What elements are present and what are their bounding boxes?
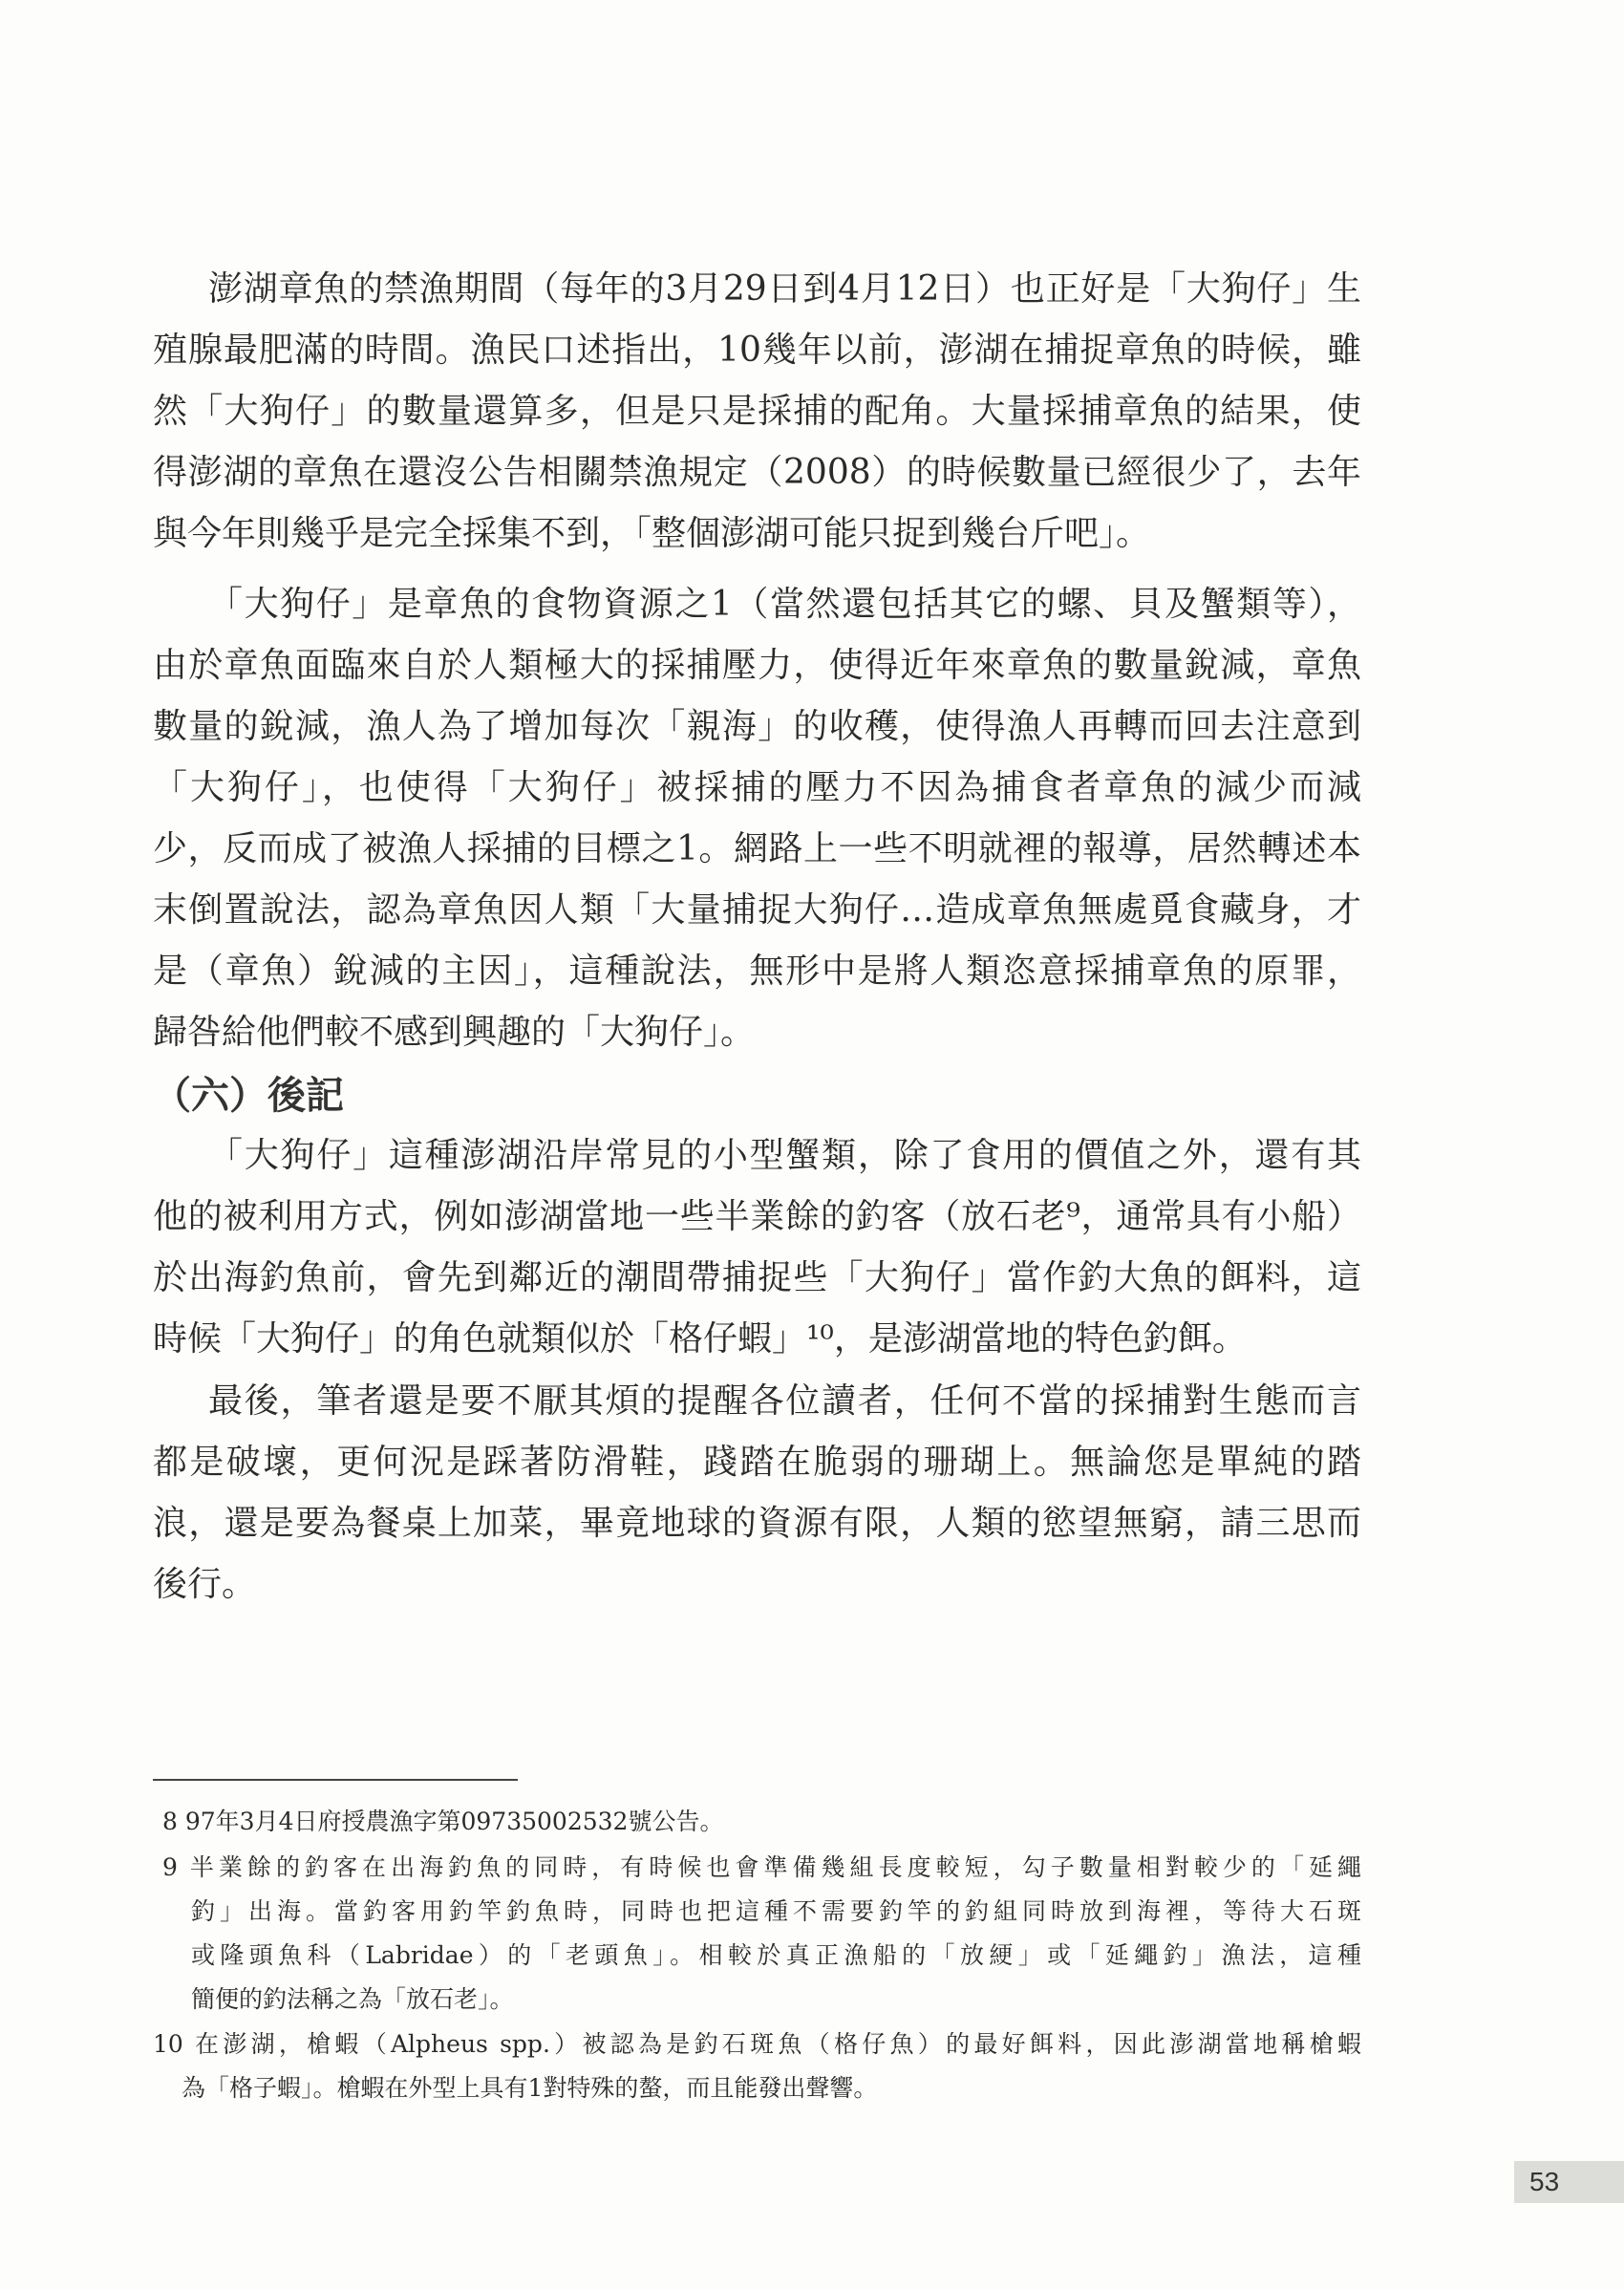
footnote-line: 9 半業餘的釣客在出海釣魚的同時，有時候也會準備幾組長度較短，勾子數量相對較少的「延繩 [162, 1853, 1361, 1881]
text-line: 歸咎給他們較不感到興趣的「大狗仔」。 [153, 1013, 756, 1052]
footnote-10 [153, 2022, 1361, 2110]
text-line: 於出海釣魚前，會先到鄰近的潮間帶捕捉些「大狗仔」當作釣大魚的餌料，這 [153, 1258, 1361, 1297]
paragraph-3 [153, 1125, 1361, 1370]
text-line: 時候「大狗仔」的角色就類似於「格仔蝦」¹⁰，是澎湖當地的特色釣餌。 [153, 1319, 1247, 1359]
text-line: 少，反而成了被漁人採捕的目標之1。網路上一些不明就裡的報導，居然轉述本 [153, 829, 1361, 868]
text-line: 「大狗仔」，也使得「大狗仔」被採捕的壓力不因為捕食者章魚的減少而減 [153, 768, 1361, 807]
paragraph-1 [153, 259, 1361, 565]
footnote-line: 或隆頭魚科（Labridae）的「老頭魚」。相較於真正漁船的「放綆」或「延繩釣」漁法，這種 [191, 1941, 1361, 1969]
footnote-line: 簡便的釣法稱之為「放石老」。 [191, 1985, 514, 2013]
paragraph-2 [153, 574, 1361, 1063]
paragraph-4 [153, 1371, 1361, 1616]
page-number: 53 [1514, 2161, 1624, 2203]
text-line: 由於章魚面臨來自於人類極大的採捕壓力，使得近年來章魚的數量銳減，章魚 [153, 646, 1361, 685]
text-line: 殖腺最肥滿的時間。漁民口述指出，10幾年以前，澎湖在捕捉章魚的時候，雖 [153, 331, 1361, 370]
text-line: 後行。 [153, 1565, 257, 1604]
footnote-line: 為「格子蝦」。槍蝦在外型上具有1對特殊的螯，而且能發出聲響。 [182, 2074, 878, 2102]
text-line: 是（章魚）銳減的主因」，這種說法，無形中是將人類恣意採捕章魚的原罪， [153, 952, 1361, 991]
section-heading: （六）後記 [153, 1074, 344, 1118]
text-line: 得澎湖的章魚在還沒公告相關禁漁規定（2008）的時候數量已經很少了，去年 [153, 453, 1361, 492]
text-line: 「大狗仔」這種澎湖沿岸常見的小型蟹類，除了食用的價值之外，還有其 [208, 1136, 1361, 1175]
footnote-8 [162, 1800, 1361, 1844]
text-line: 「大狗仔」是章魚的食物資源之1（當然還包括其它的螺、貝及蟹類等）， [208, 585, 1361, 624]
text-line: 澎湖章魚的禁漁期間（每年的3月29日到4月12日）也正好是「大狗仔」生 [208, 269, 1361, 309]
text-line: 然「大狗仔」的數量還算多，但是只是採捕的配角。大量採捕章魚的結果，使 [153, 392, 1361, 431]
text-line: 最後，筆者還是要不厭其煩的提醒各位讀者，任何不當的採捕對生態而言 [208, 1381, 1361, 1421]
text-line: 都是破壞，更何況是踩著防滑鞋，踐踏在脆弱的珊瑚上。無論您是單純的踏 [153, 1443, 1361, 1482]
text-line: 浪，還是要為餐桌上加菜，畢竟地球的資源有限，人類的慾望無窮，請三思而 [153, 1504, 1361, 1543]
text-line: 與今年則幾乎是完全採集不到，「整個澎湖可能只捉到幾台斤吧」。 [153, 514, 1151, 553]
footnote-divider [153, 1779, 518, 1781]
footnote-line: 10 在澎湖，槍蝦（Alpheus spp.）被認為是釣石斑魚（格仔魚）的最好餌料，因此澎湖當地稱槍蝦 [153, 2030, 1361, 2058]
text-line: 他的被利用方式，例如澎湖當地一些半業餘的釣客（放石老⁹，通常具有小船） [153, 1197, 1361, 1236]
footnote-9 [162, 1846, 1361, 2022]
footnote-line: 釣」出海。當釣客用釣竿釣魚時，同時也把這種不需要釣竿的釣組同時放到海裡，等待大石斑 [191, 1897, 1361, 1925]
footnote-line: 8 97年3月4日府授農漁字第09735002532號公告。 [162, 1808, 724, 1835]
text-line: 末倒置說法，認為章魚因人類「大量捕捉大狗仔…造成章魚無處覓食藏身，才 [153, 890, 1361, 930]
text-line: 數量的銳減，漁人為了增加每次「親海」的收穫，使得漁人再轉而回去注意到 [153, 707, 1361, 746]
